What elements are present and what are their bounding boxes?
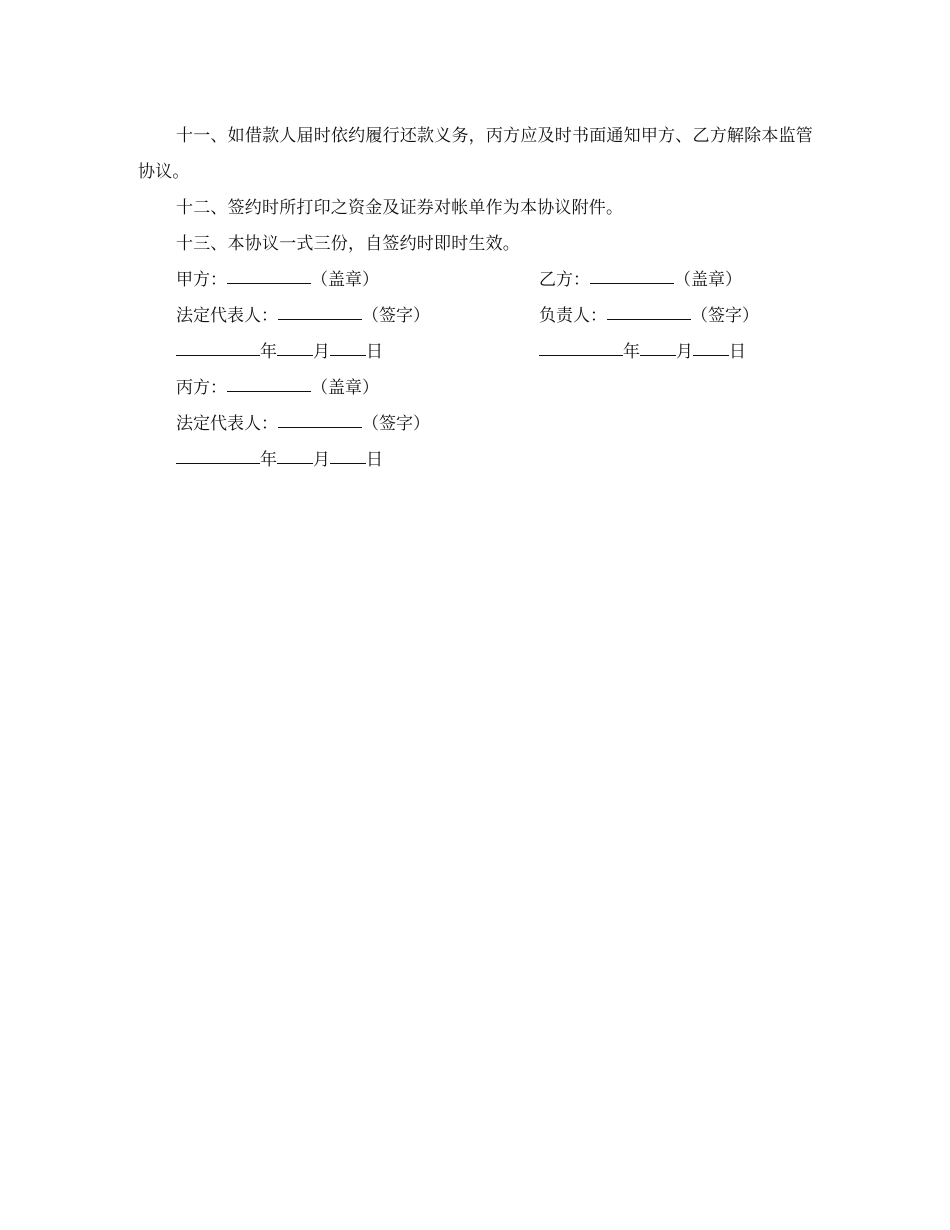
party-b-day-blank[interactable] xyxy=(693,341,729,356)
signature-row-party-c xyxy=(138,370,813,406)
party-c-date-line xyxy=(176,442,383,478)
document-body xyxy=(138,118,813,478)
party-b-year-label: 年 xyxy=(623,342,640,362)
party-c-rep-blank[interactable] xyxy=(278,413,362,428)
party-a-month-label: 月 xyxy=(313,342,330,362)
party-b-name-line xyxy=(539,262,742,298)
signature-row-party-c-rep xyxy=(138,406,813,442)
party-c-label: 丙方： xyxy=(176,378,227,398)
party-c-month-label: 月 xyxy=(313,450,330,470)
signature-row-representative xyxy=(138,298,813,334)
signature-row-party xyxy=(138,262,813,298)
party-c-rep-label: 法定代表人： xyxy=(176,414,278,434)
party-b-rep-label: 负责人： xyxy=(539,306,607,326)
party-a-seal-label: （盖章） xyxy=(311,270,379,290)
party-a-rep-blank[interactable] xyxy=(278,305,362,320)
party-b-sign-label: （签字） xyxy=(691,306,759,326)
party-b-name-blank[interactable] xyxy=(590,269,674,284)
party-c-seal-label: （盖章） xyxy=(311,378,379,398)
party-a-month-blank[interactable] xyxy=(277,341,313,356)
clause-13: 十三、本协议一式三份，自签约时即时生效。 xyxy=(176,234,520,254)
party-a-day-blank[interactable] xyxy=(330,341,366,356)
party-a-name-blank[interactable] xyxy=(227,269,311,284)
signature-block xyxy=(138,262,813,478)
party-a-label: 甲方： xyxy=(176,270,227,290)
party-b-rep-line xyxy=(539,298,759,334)
party-b-year-blank[interactable] xyxy=(539,341,623,356)
party-c-name-blank[interactable] xyxy=(227,377,311,392)
party-a-name-line xyxy=(176,262,379,298)
party-b-rep-blank[interactable] xyxy=(607,305,691,320)
party-a-year-label: 年 xyxy=(260,342,277,362)
signature-row-party-c-date xyxy=(138,442,813,478)
party-c-day-label: 日 xyxy=(366,450,383,470)
party-b-month-label: 月 xyxy=(676,342,693,362)
party-a-sign-label: （签字） xyxy=(362,306,430,326)
clause-11: 十一、如借款人届时依约履行还款义务，丙方应及时书面通知甲方、乙方解除本监管协议。 xyxy=(138,126,813,182)
party-a-day-label: 日 xyxy=(366,342,383,362)
party-c-day-blank[interactable] xyxy=(330,449,366,464)
party-c-month-blank[interactable] xyxy=(277,449,313,464)
party-a-rep-label: 法定代表人： xyxy=(176,306,278,326)
party-c-name-line xyxy=(176,370,379,406)
signature-row-date xyxy=(138,334,813,370)
party-a-date-line xyxy=(176,334,383,370)
party-a-rep-line xyxy=(176,298,430,334)
party-c-rep-line xyxy=(176,406,430,442)
party-b-month-blank[interactable] xyxy=(640,341,676,356)
party-c-sign-label: （签字） xyxy=(362,414,430,434)
party-a-year-blank[interactable] xyxy=(176,341,260,356)
party-b-seal-label: （盖章） xyxy=(674,270,742,290)
party-b-date-line xyxy=(539,334,746,370)
party-c-year-label: 年 xyxy=(260,450,277,470)
party-b-label: 乙方： xyxy=(539,270,590,290)
clause-12: 十二、签约时所打印之资金及证券对帐单作为本协议附件。 xyxy=(176,198,624,218)
party-b-day-label: 日 xyxy=(729,342,746,362)
party-c-year-blank[interactable] xyxy=(176,449,260,464)
